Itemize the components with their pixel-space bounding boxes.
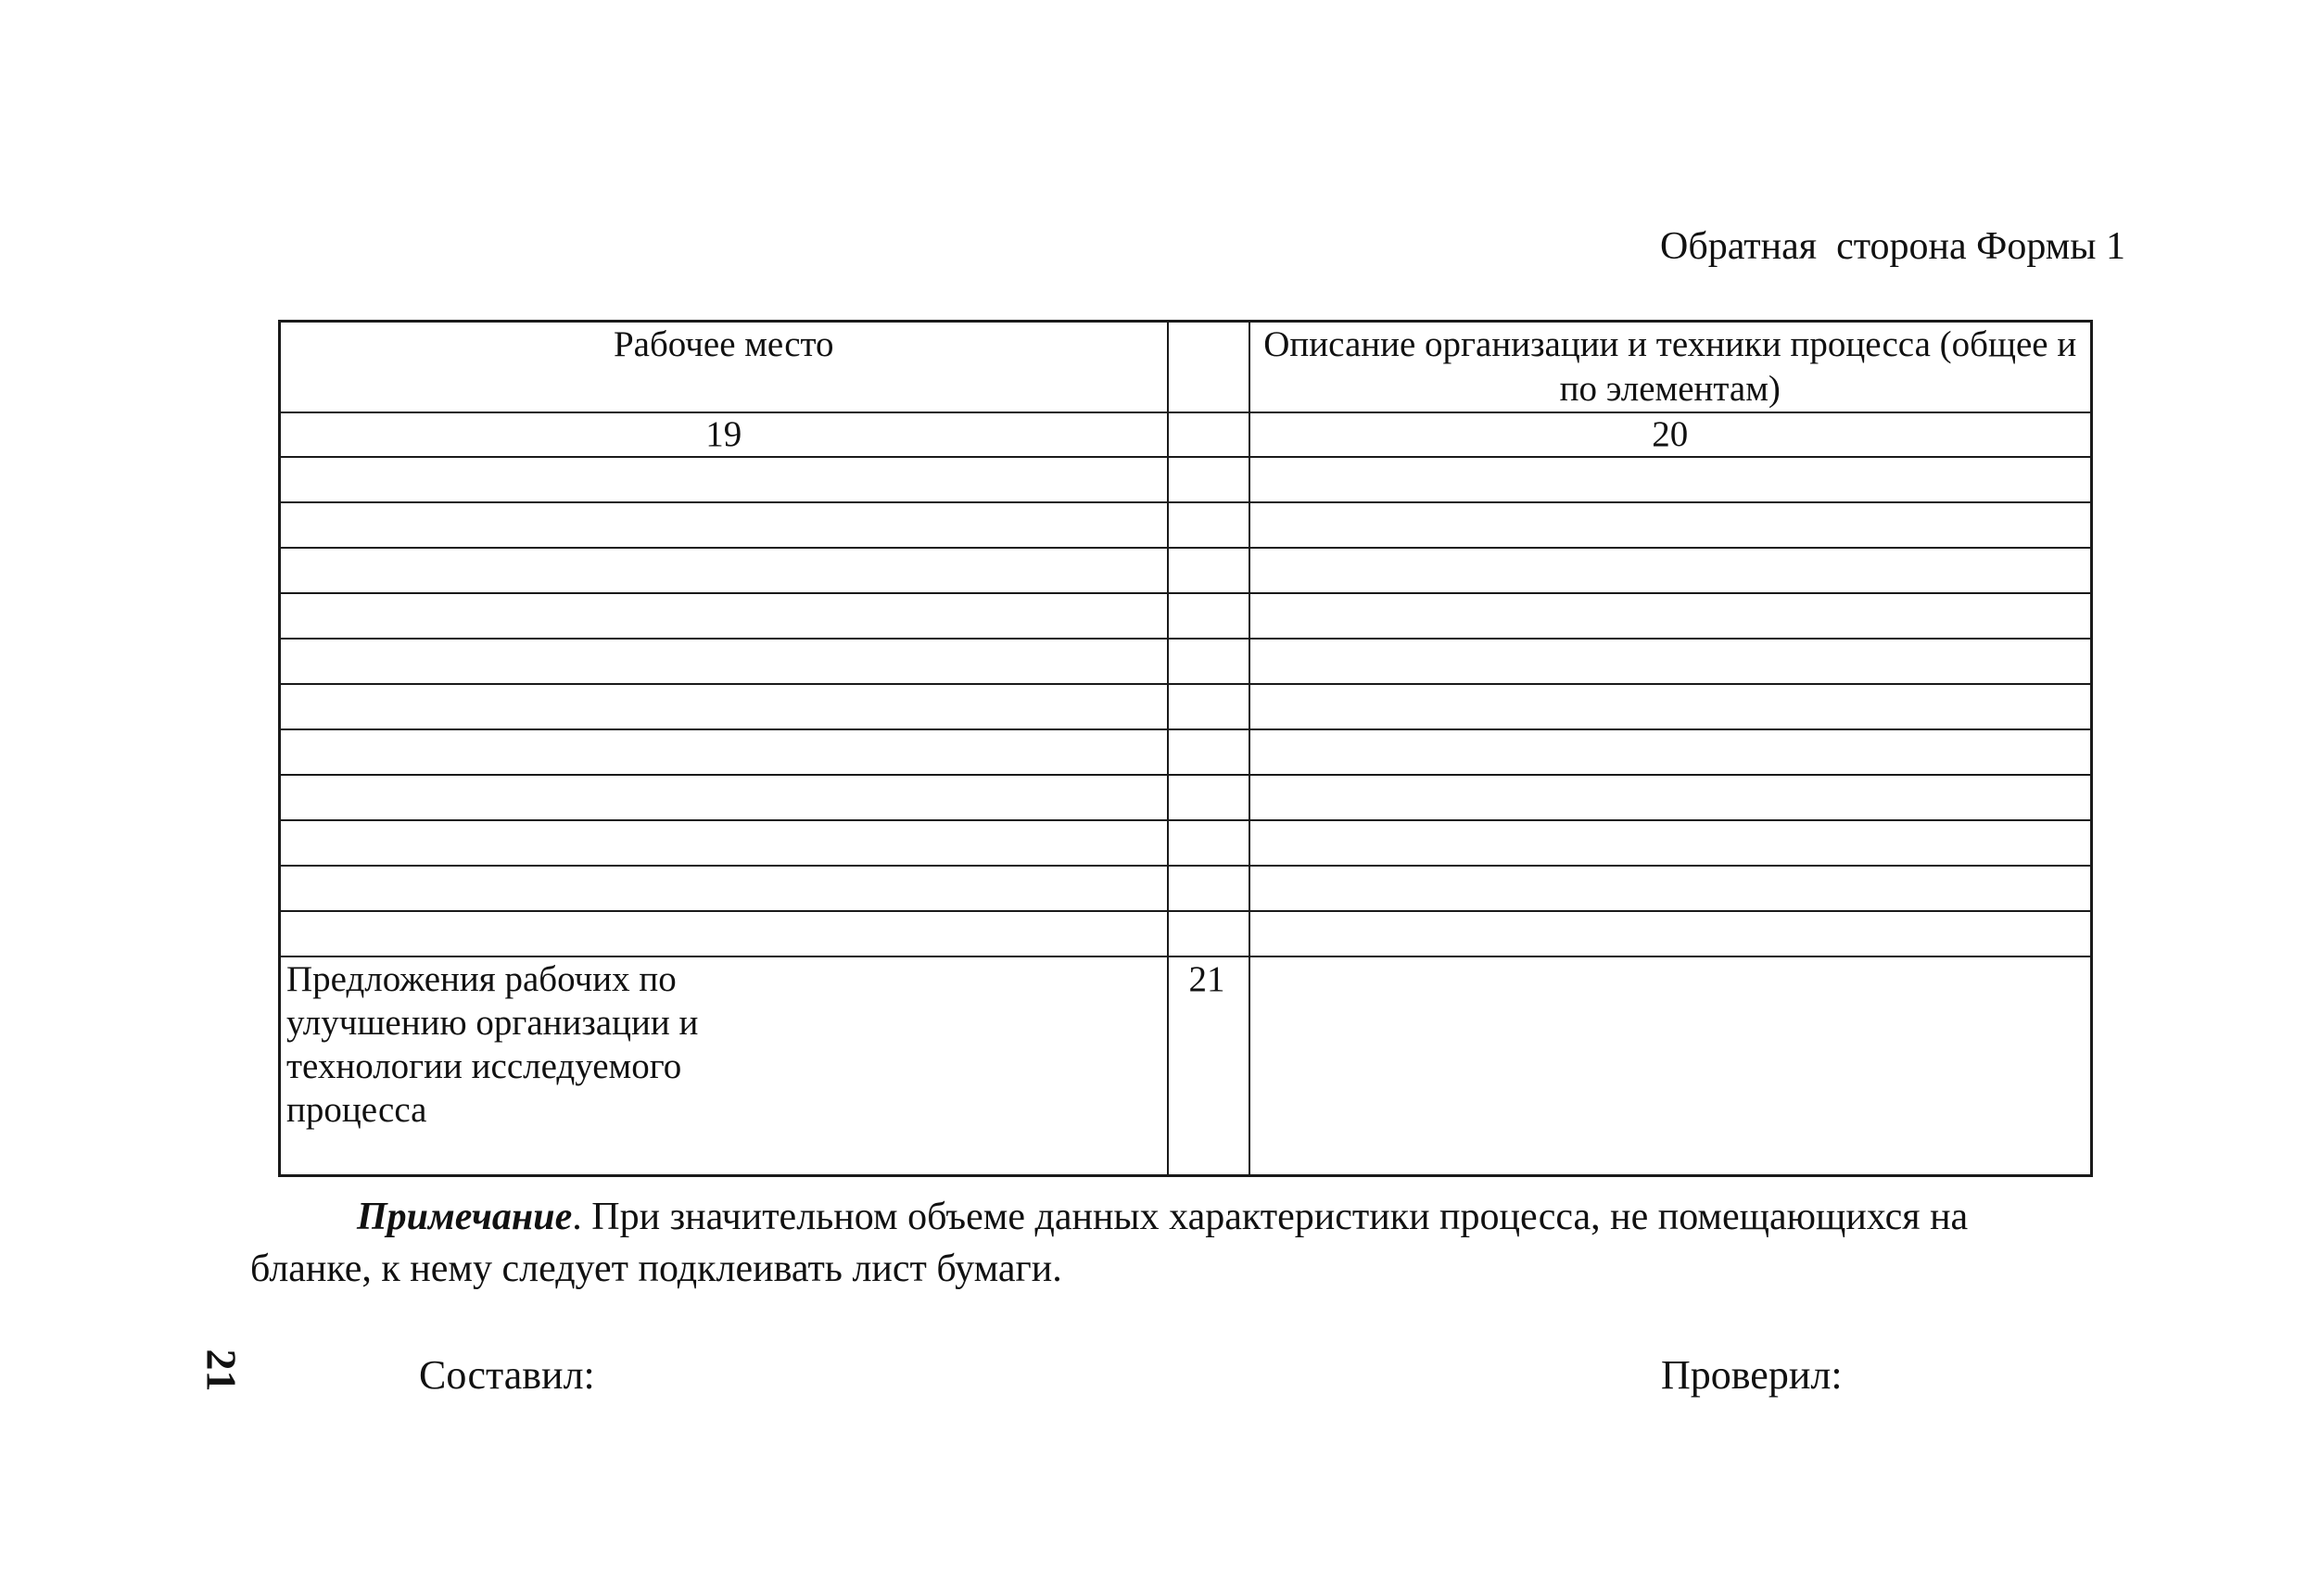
table-cell[interactable] [1249,684,2092,729]
table-cell[interactable] [1168,866,1249,911]
table-cell[interactable] [1249,593,2092,639]
table-cell[interactable] [1168,729,1249,775]
form-table [278,320,2093,1177]
proposal-label: Предложения рабочих по улучшению организации и технологии исследуемого процесса [286,959,699,1130]
proposal-number: 21 [1168,956,1249,1176]
table-cell[interactable] [280,820,1168,866]
table-row [280,502,2092,548]
column-number-20: 20 [1249,412,2092,457]
table-row [280,593,2092,639]
table-row [280,911,2092,956]
table-cell[interactable] [1249,639,2092,684]
table-cell[interactable] [1168,775,1249,820]
table-row [280,684,2092,729]
table-cell[interactable] [280,502,1168,548]
column-number-row [280,412,2092,457]
table-cell[interactable] [280,593,1168,639]
note-text: . При значительном объеме данных характеристики процесса, не помещающихся на бланке, к нему следует подклеивать лист бумаги. [250,1196,1969,1290]
column-number-empty [1168,412,1249,457]
table-cell[interactable] [1249,911,2092,956]
note-paragraph [250,1191,2095,1295]
table-cell[interactable] [280,684,1168,729]
table-cell[interactable] [1168,502,1249,548]
table-cell[interactable] [1168,639,1249,684]
header-workplace: Рабочее место [280,322,1168,413]
table-row [280,729,2092,775]
header-empty [1168,322,1249,413]
table-row [280,457,2092,502]
table-cell[interactable] [1249,548,2092,593]
table-cell[interactable] [1168,911,1249,956]
table-row [280,548,2092,593]
table-cell[interactable] [1249,775,2092,820]
table-cell[interactable] [1249,729,2092,775]
table-cell[interactable] [1249,820,2092,866]
table-cell[interactable] [280,866,1168,911]
table-cell[interactable] [1168,684,1249,729]
table-cell[interactable] [280,457,1168,502]
table-cell[interactable] [1249,502,2092,548]
table-cell[interactable] [1249,457,2092,502]
table-row [280,866,2092,911]
table-cell[interactable] [280,911,1168,956]
column-number-19: 19 [280,412,1168,457]
header-description: Описание организации и техники процесса (общее и по элементам) [1249,322,2092,413]
proposal-label-cell [280,956,1168,1176]
table-header-row [280,322,2092,413]
table-cell[interactable] [280,775,1168,820]
table-cell[interactable] [1249,866,2092,911]
table-cell[interactable] [280,639,1168,684]
table-row [280,820,2092,866]
form-caption: Обратная сторона Формы 1 [1660,225,2125,268]
proposal-row [280,956,2092,1176]
checked-by-label: Проверил: [1661,1352,1843,1398]
table-cell[interactable] [1168,457,1249,502]
page-number: 21 [197,1349,246,1392]
proposal-entry-cell[interactable] [1249,956,2092,1176]
table-cell[interactable] [1168,548,1249,593]
table-row [280,639,2092,684]
table-cell[interactable] [1168,593,1249,639]
table-cell[interactable] [1168,820,1249,866]
table-row [280,775,2092,820]
table-cell[interactable] [280,548,1168,593]
table-cell[interactable] [280,729,1168,775]
note-label: Примечание [357,1196,573,1238]
compiled-by-label: Составил: [419,1352,595,1398]
